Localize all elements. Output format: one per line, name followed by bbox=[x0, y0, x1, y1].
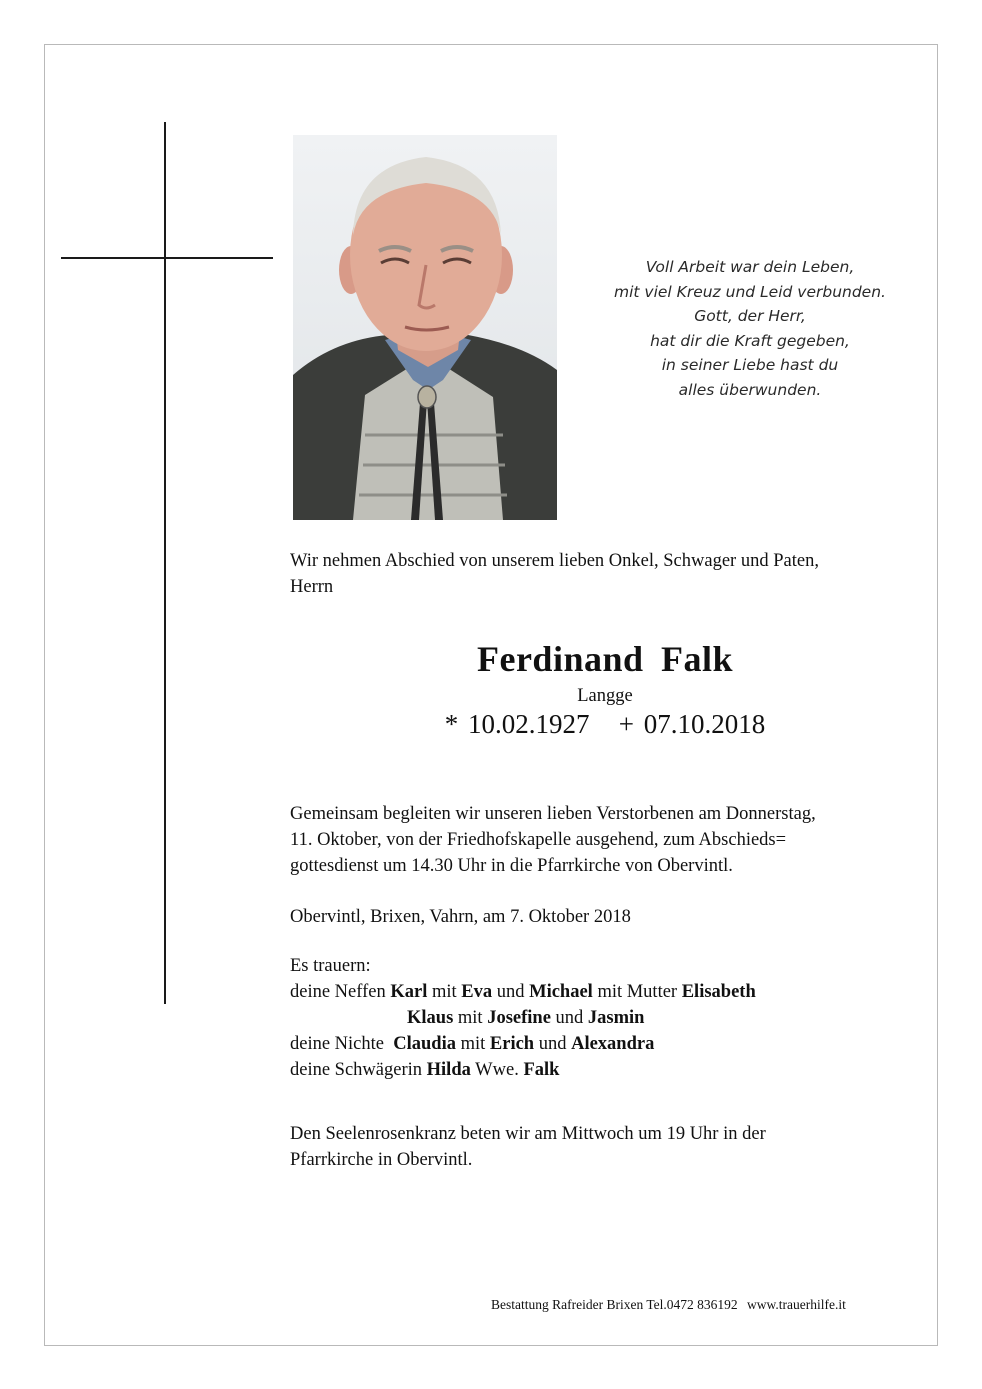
undertaker-contact: Bestattung Rafreider Brixen Tel.0472 836192 bbox=[491, 1297, 738, 1312]
memorial-poem bbox=[600, 255, 900, 402]
mourners-list bbox=[290, 953, 756, 1083]
mourners-row: deine Schwägerin Hilda Wwe. Falk bbox=[290, 1060, 560, 1080]
mourners-row: deine Nichte Claudia mit Erich und Alexandra bbox=[290, 1034, 655, 1054]
poem-line: Voll Arbeit war dein Leben, bbox=[645, 258, 855, 276]
funeral-text: Gemeinsam begleiten wir unseren lieben Verstorbenen am Donnerstag, 11. Oktober, von der Friedhofskapelle ausgehend, zum Abschieds= gottesdienst um 14.30 Uhr in die Pfarrkirche von Obervintl. bbox=[290, 804, 816, 876]
deceased-name: Ferdinand Falk bbox=[476, 639, 734, 679]
place-date: Obervintl, Brixen, Vahrn, am 7. Oktober 2018 bbox=[290, 907, 631, 927]
poem-line: Gott, der Herr, bbox=[694, 307, 806, 325]
cross-horizontal-bar bbox=[61, 257, 273, 259]
mourners-row: deine Neffen Karl mit Eva und Michael mit Mutter Elisabeth bbox=[290, 982, 756, 1002]
undertaker-footer bbox=[491, 1297, 852, 1313]
intro-text: Wir nehmen Abschied von unserem lieben Onkel, Schwager und Paten, Herrn bbox=[290, 551, 819, 597]
cross-vertical-bar bbox=[164, 122, 166, 1004]
mourners-heading: Es trauern: bbox=[290, 956, 371, 976]
rosary-text: Den Seelenrosenkranz beten wir am Mittwoch um 19 Uhr in der Pfarrkirche in Obervintl. bbox=[290, 1124, 766, 1170]
portrait-photo bbox=[293, 135, 557, 520]
birth-date: * 10.02.1927 bbox=[444, 709, 590, 739]
poem-line: alles überwunden. bbox=[678, 380, 822, 399]
death-date: + 07.10.2018 bbox=[618, 709, 766, 739]
poem-line: in seiner Liebe hast du bbox=[661, 356, 839, 374]
poem-line: mit viel Kreuz und Leid verbunden. bbox=[614, 282, 886, 301]
deceased-nickname: Langge bbox=[577, 686, 633, 706]
mourners-row: Klaus mit Josefine und Jasmin bbox=[407, 1008, 645, 1028]
life-dates bbox=[290, 709, 920, 740]
website-link[interactable]: www.trauerhilfe.it bbox=[747, 1297, 846, 1312]
poem-line: hat dir die Kraft gegeben, bbox=[650, 331, 850, 350]
